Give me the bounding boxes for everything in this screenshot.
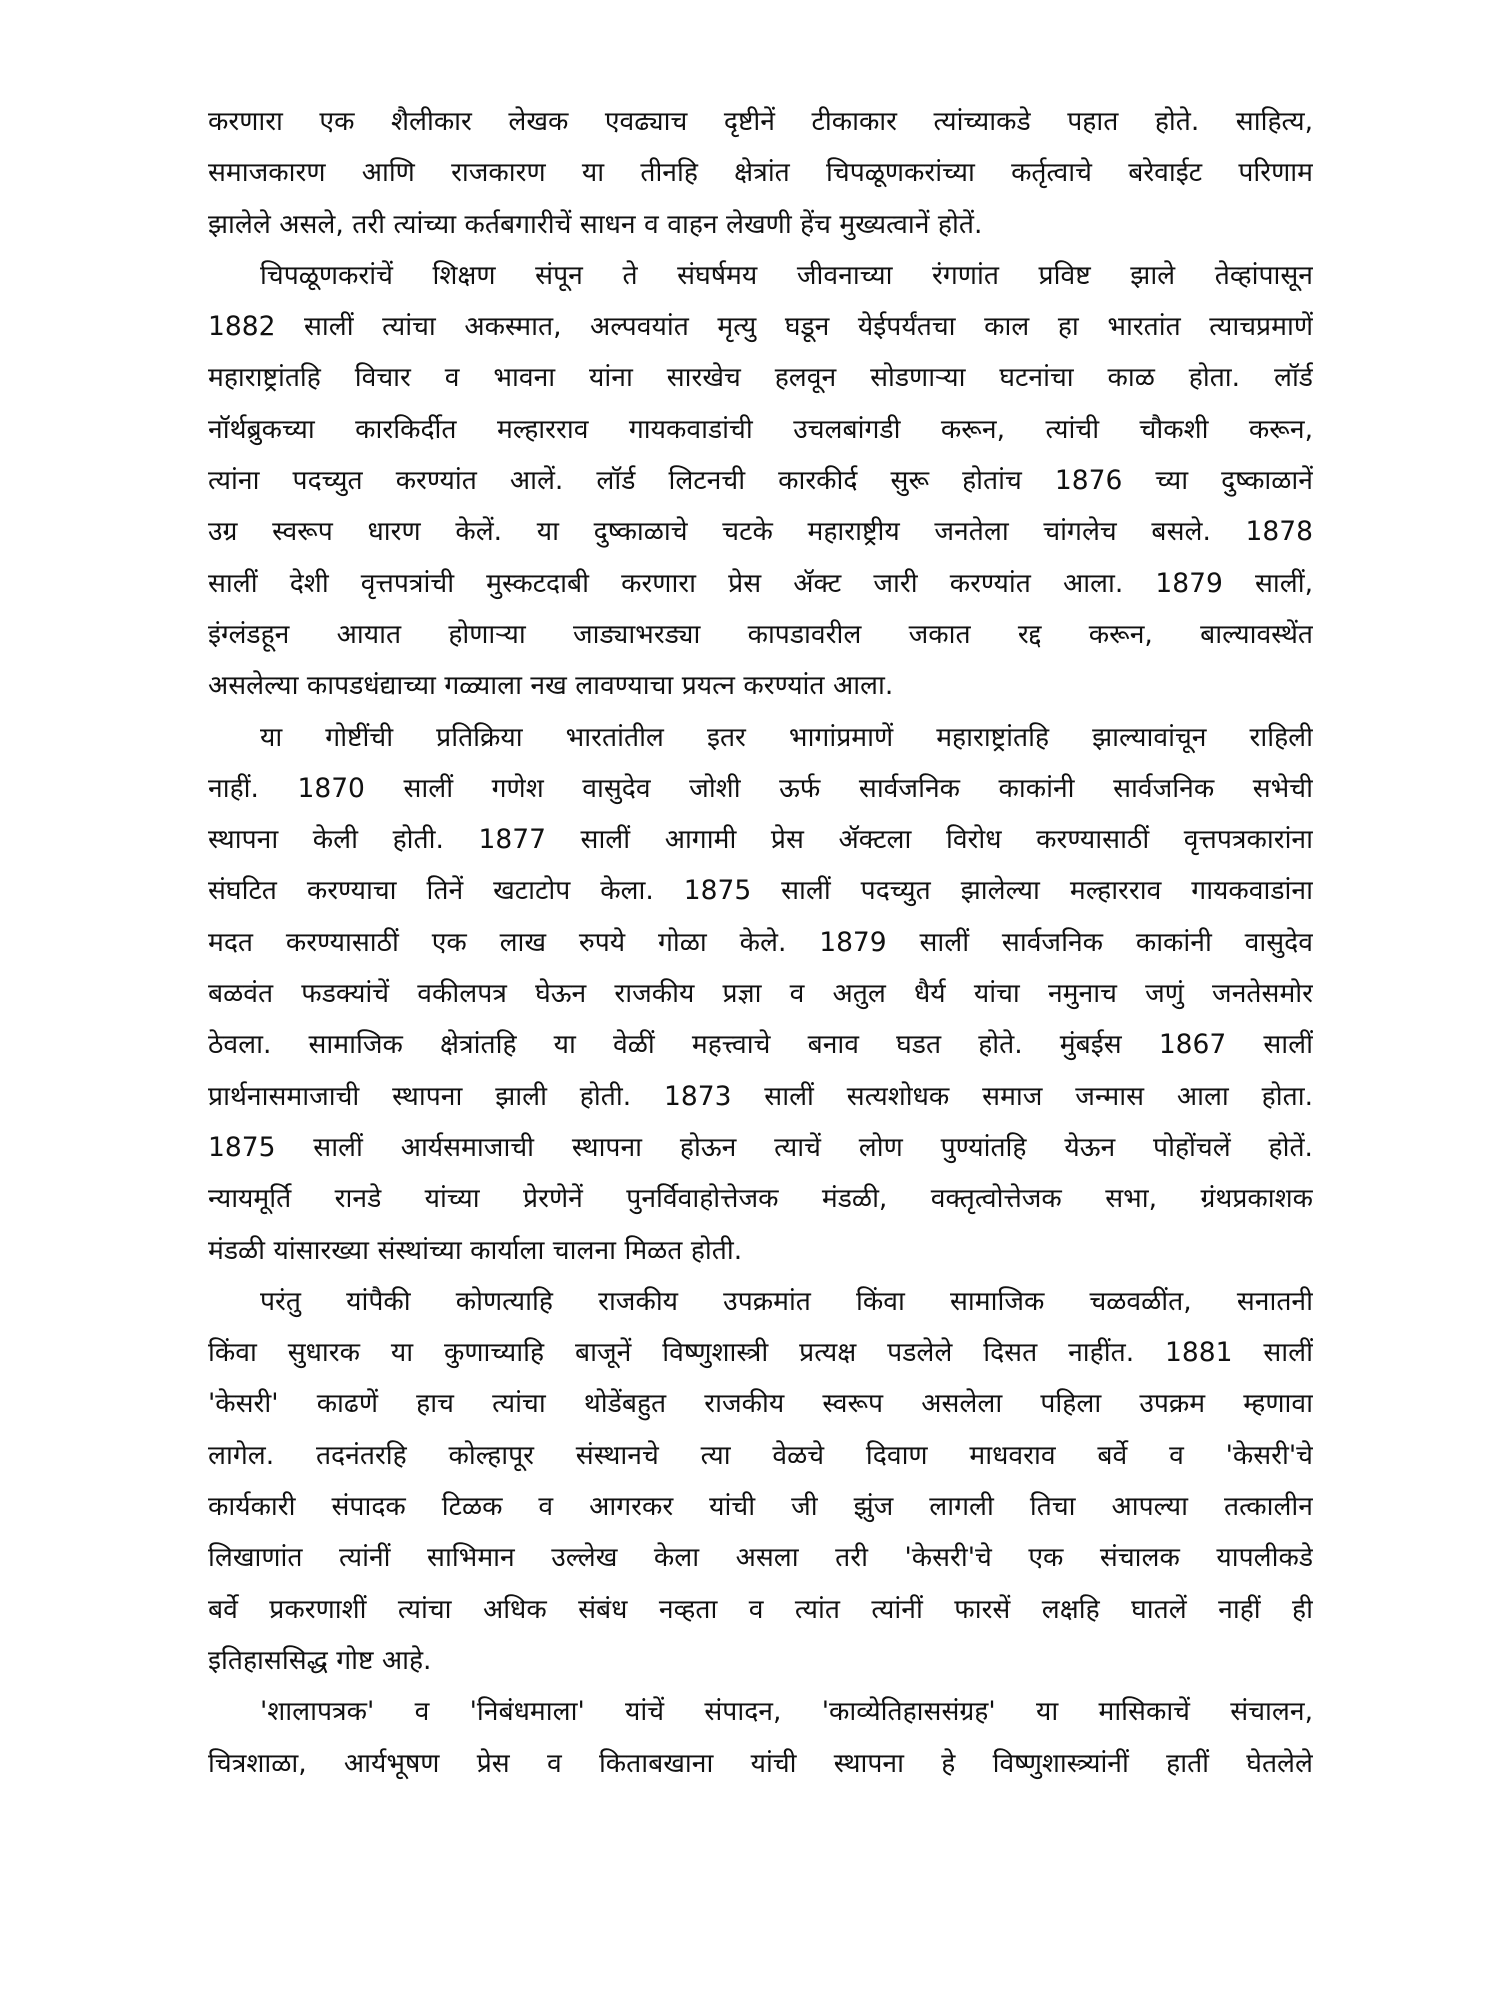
text-line: करणारा एक शैलीकार लेखक एवढ्याच दृष्टीनें टीकाकार त्यांच्याकडे पहात होते. साहित्य,	[208, 106, 1313, 137]
text-line: झालेले असले, तरी त्यांच्या कर्तबगारीचें साधन व वाहन लेखणी हेंच मुख्यत्वानें होतें.	[208, 208, 983, 240]
text-line: बर्वे प्रकरणाशीं त्यांचा अधिक संबंध नव्हता व त्यांत त्यांनीं फारसें लक्षहि घातलें नाहीं ही	[208, 1593, 1313, 1625]
text-line: परंतु यांपैकी कोणत्याहि राजकीय उपक्रमांत किंवा सामाजिक चळवळींत, सनातनी	[260, 1285, 1313, 1317]
text-line: कार्यकारी संपादक टिळक व आगरकर यांची जी झुंज लागली तिचा आपल्या तत्कालीन	[208, 1491, 1313, 1523]
text-line: स्थापना केली होती. 1877 सालीं आगामी प्रेस ॲक्टला विरोध करण्यासाठीं वृत्तपत्रकारांना	[208, 824, 1313, 856]
text-line: प्रार्थनासमाजाची स्थापना झाली होती. 1873 सालीं सत्यशोधक समाज जन्मास आला होता.	[208, 1080, 1313, 1112]
text-line: चित्रशाळा, आर्यभूषण प्रेस व किताबखाना यांची स्थापना हे विष्णुशास्त्र्यांनीं हातीं घेतलेले	[208, 1747, 1313, 1779]
text-line: सालीं देशी वृत्तपत्रांची मुस्कटदाबी करणारा प्रेस ॲक्ट जारी करण्यांत आला. 1879 सालीं,	[208, 567, 1313, 599]
text-line: लिखाणांत त्यांनीं साभिमान उल्लेख केला असला तरी 'केसरी'चे एक संचालक यापलीकडे	[208, 1542, 1313, 1574]
book-page	[208, 96, 1313, 1976]
text-line: चिपळूणकरांचें शिक्षण संपून ते संघर्षमय जीवनाच्या रंगणांत प्रविष्ट झाले तेव्हांपासून	[260, 259, 1313, 291]
text-line: 'शालापत्रक' व 'निबंधमाला' यांचें संपादन, 'काव्येतिहाससंग्रह' या मासिकाचें संचालन,	[260, 1696, 1313, 1728]
text-line: नाहीं. 1870 सालीं गणेश वासुदेव जोशी ऊर्फ सार्वजनिक काकांनी सार्वजनिक सभेची	[208, 772, 1313, 804]
text-line: या गोष्टींची प्रतिक्रिया भारतांतील इतर भागांप्रमाणें महाराष्ट्रांतहि झाल्यावांचून राहिली	[260, 721, 1313, 753]
text-line: महाराष्ट्रांतहि विचार व भावना यांना सारखेच हलवून सोडणाऱ्या घटनांचा काळ होता. लॉर्ड	[208, 362, 1313, 394]
text-line: संघटित करण्याचा तिनें खटाटोप केला. 1875 सालीं पदच्युत झालेल्या मल्हारराव गायकवाडांना	[208, 875, 1313, 907]
text-line: ठेवला. सामाजिक क्षेत्रांतहि या वेळीं महत्त्वाचे बनाव घडत होते. मुंबईस 1867 सालीं	[208, 1029, 1313, 1061]
text-line: बळवंत फडक्यांचें वकीलपत्र घेऊन राजकीय प्रज्ञा व अतुल धैर्य यांचा नमुनाच जणुं जनतेसमोर	[208, 978, 1313, 1010]
text-line: किंवा सुधारक या कुणाच्याहि बाजूनें विष्णुशास्त्री प्रत्यक्ष पडलेले दिसत नाहींत. 1881 सालीं	[208, 1337, 1313, 1369]
text-line: इंग्लंडहून आयात होणाऱ्या जाड्याभरड्या कापडावरील जकात रद्द करून, बाल्यावस्थेंत	[208, 618, 1313, 650]
paragraph-1	[208, 96, 1313, 250]
text-line: इतिहाससिद्ध गोष्ट आहे.	[208, 1644, 432, 1676]
text-line: 1882 सालीं त्यांचा अकस्मात, अल्पवयांत मृत्यु घडून येईपर्यंतचा काल हा भारतांत त्याचप्रमाणें	[208, 311, 1313, 343]
text-line: त्यांना पदच्युत करण्यांत आलें. लॉर्ड लिटनची कारकीर्द सुरू होतांच 1876 च्या दुष्काळानें	[208, 465, 1313, 497]
text-line: असलेल्या कापडधंद्याच्या गळ्याला नख लावण्याचा प्रयत्न करण्यांत आला.	[208, 670, 894, 702]
paragraph-2	[208, 250, 1313, 712]
text-line: लागेल. तदनंतरहि कोल्हापूर संस्थानचे त्या वेळचे दिवाण माधवराव बर्वे व 'केसरी'चे	[208, 1439, 1313, 1471]
text-line: मंडळी यांसारख्या संस्थांच्या कार्याला चालना मिळत होती.	[208, 1234, 743, 1266]
text-line: 1875 सालीं आर्यसमाजाची स्थापना होऊन त्याचें लोण पुण्यांतहि येऊन पोहोंचलें होतें.	[208, 1131, 1313, 1163]
text-line: मदत करण्यासाठीं एक लाख रुपये गोळा केले. 1879 सालीं सार्वजनिक काकांनी वासुदेव	[208, 926, 1313, 958]
text-line: उग्र स्वरूप धारण केलें. या दुष्काळाचे चटके महाराष्ट्रीय जनतेला चांगलेच बसले. 1878	[208, 516, 1313, 548]
paragraph-5	[208, 1686, 1313, 1789]
paragraph-4	[208, 1276, 1313, 1686]
paragraph-3	[208, 712, 1313, 1276]
text-line: 'केसरी' काढणें हाच त्यांचा थोडेंबहुत राजकीय स्वरूप असलेला पहिला उपक्रम म्हणावा	[208, 1388, 1313, 1420]
text-line: समाजकारण आणि राजकारण या तीनहि क्षेत्रांत चिपळूणकरांच्या कर्तृत्वाचे बरेवाईट परिणाम	[208, 157, 1313, 189]
text-line: न्यायमूर्ति रानडे यांच्या प्रेरणेनें पुनर्विवाहोत्तेजक मंडळी, वक्तृत्वोत्तेजक सभा, ग्रंथप्रकाशक	[208, 1183, 1313, 1215]
text-line: नॉर्थब्रुकच्या कारकिर्दीत मल्हारराव गायकवाडांची उचलबांगडी करून, त्यांची चौकशी करून,	[208, 413, 1313, 445]
